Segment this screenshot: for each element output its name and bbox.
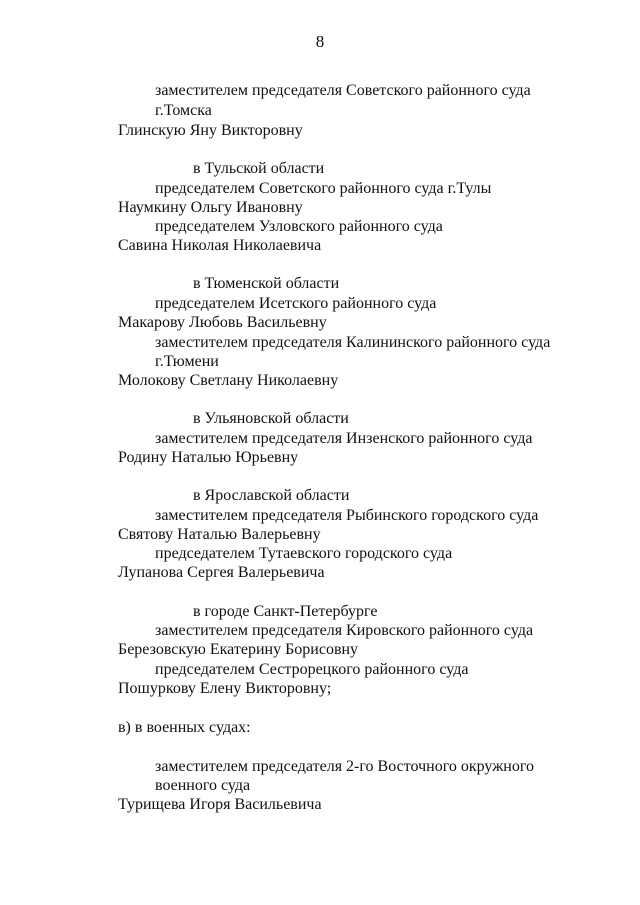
position-line: председателем Исетского районного суда <box>155 295 437 312</box>
section-heading: в) в военных судах: <box>118 719 251 736</box>
region-heading: в Тульской области <box>193 160 325 177</box>
person-name: Пошуркову Елену Викторовну; <box>118 680 332 697</box>
person-name: Наумкину Ольгу Ивановну <box>118 199 303 216</box>
position-line: заместителем председателя Рыбинского городского суда <box>155 507 539 524</box>
region-heading: в Тюменской области <box>193 275 340 292</box>
position-line: заместителем председателя Калининского районного суда <box>155 334 551 351</box>
person-name: Савина Николая Николаевича <box>118 237 322 254</box>
position-line-cont: военного суда <box>155 777 251 794</box>
region-heading: в Ульяновской области <box>193 410 349 427</box>
person-name: Святову Наталью Валерьевну <box>118 526 321 543</box>
position-line-cont: г.Тюмени <box>155 353 219 370</box>
position-line: председателем Сестрорецкого районного суда <box>155 661 469 678</box>
position-line: заместителем председателя Советского районного суда <box>155 82 531 99</box>
person-name: Березовскую Екатерину Борисовну <box>118 641 359 658</box>
person-name: Молокову Светлану Николаевну <box>118 372 339 389</box>
person-name: Турищева Игоря Васильевича <box>118 796 322 813</box>
region-heading: в Ярославской области <box>193 487 350 504</box>
person-name: Глинскую Яну Викторовну <box>118 122 303 139</box>
page-number: 8 <box>315 32 325 51</box>
region-heading: в городе Санкт-Петербурге <box>193 603 378 620</box>
person-name: Макарову Любовь Васильевну <box>118 314 327 331</box>
position-line: председателем Узловского районного суда <box>155 218 443 235</box>
position-line: заместителем председателя 2-го Восточного окружного <box>155 758 534 775</box>
position-line: председателем Советского районного суда г.Тулы <box>155 180 492 197</box>
position-line: заместителем председателя Инзенского районного суда <box>155 430 533 447</box>
position-line: председателем Тутаевского городского суда <box>155 545 453 562</box>
position-line-cont: г.Томска <box>155 102 212 119</box>
person-name: Лупанова Сергея Валерьевича <box>118 564 325 581</box>
position-line: заместителем председателя Кировского районного суда <box>155 622 534 639</box>
person-name: Родину Наталью Юрьевну <box>118 449 299 466</box>
